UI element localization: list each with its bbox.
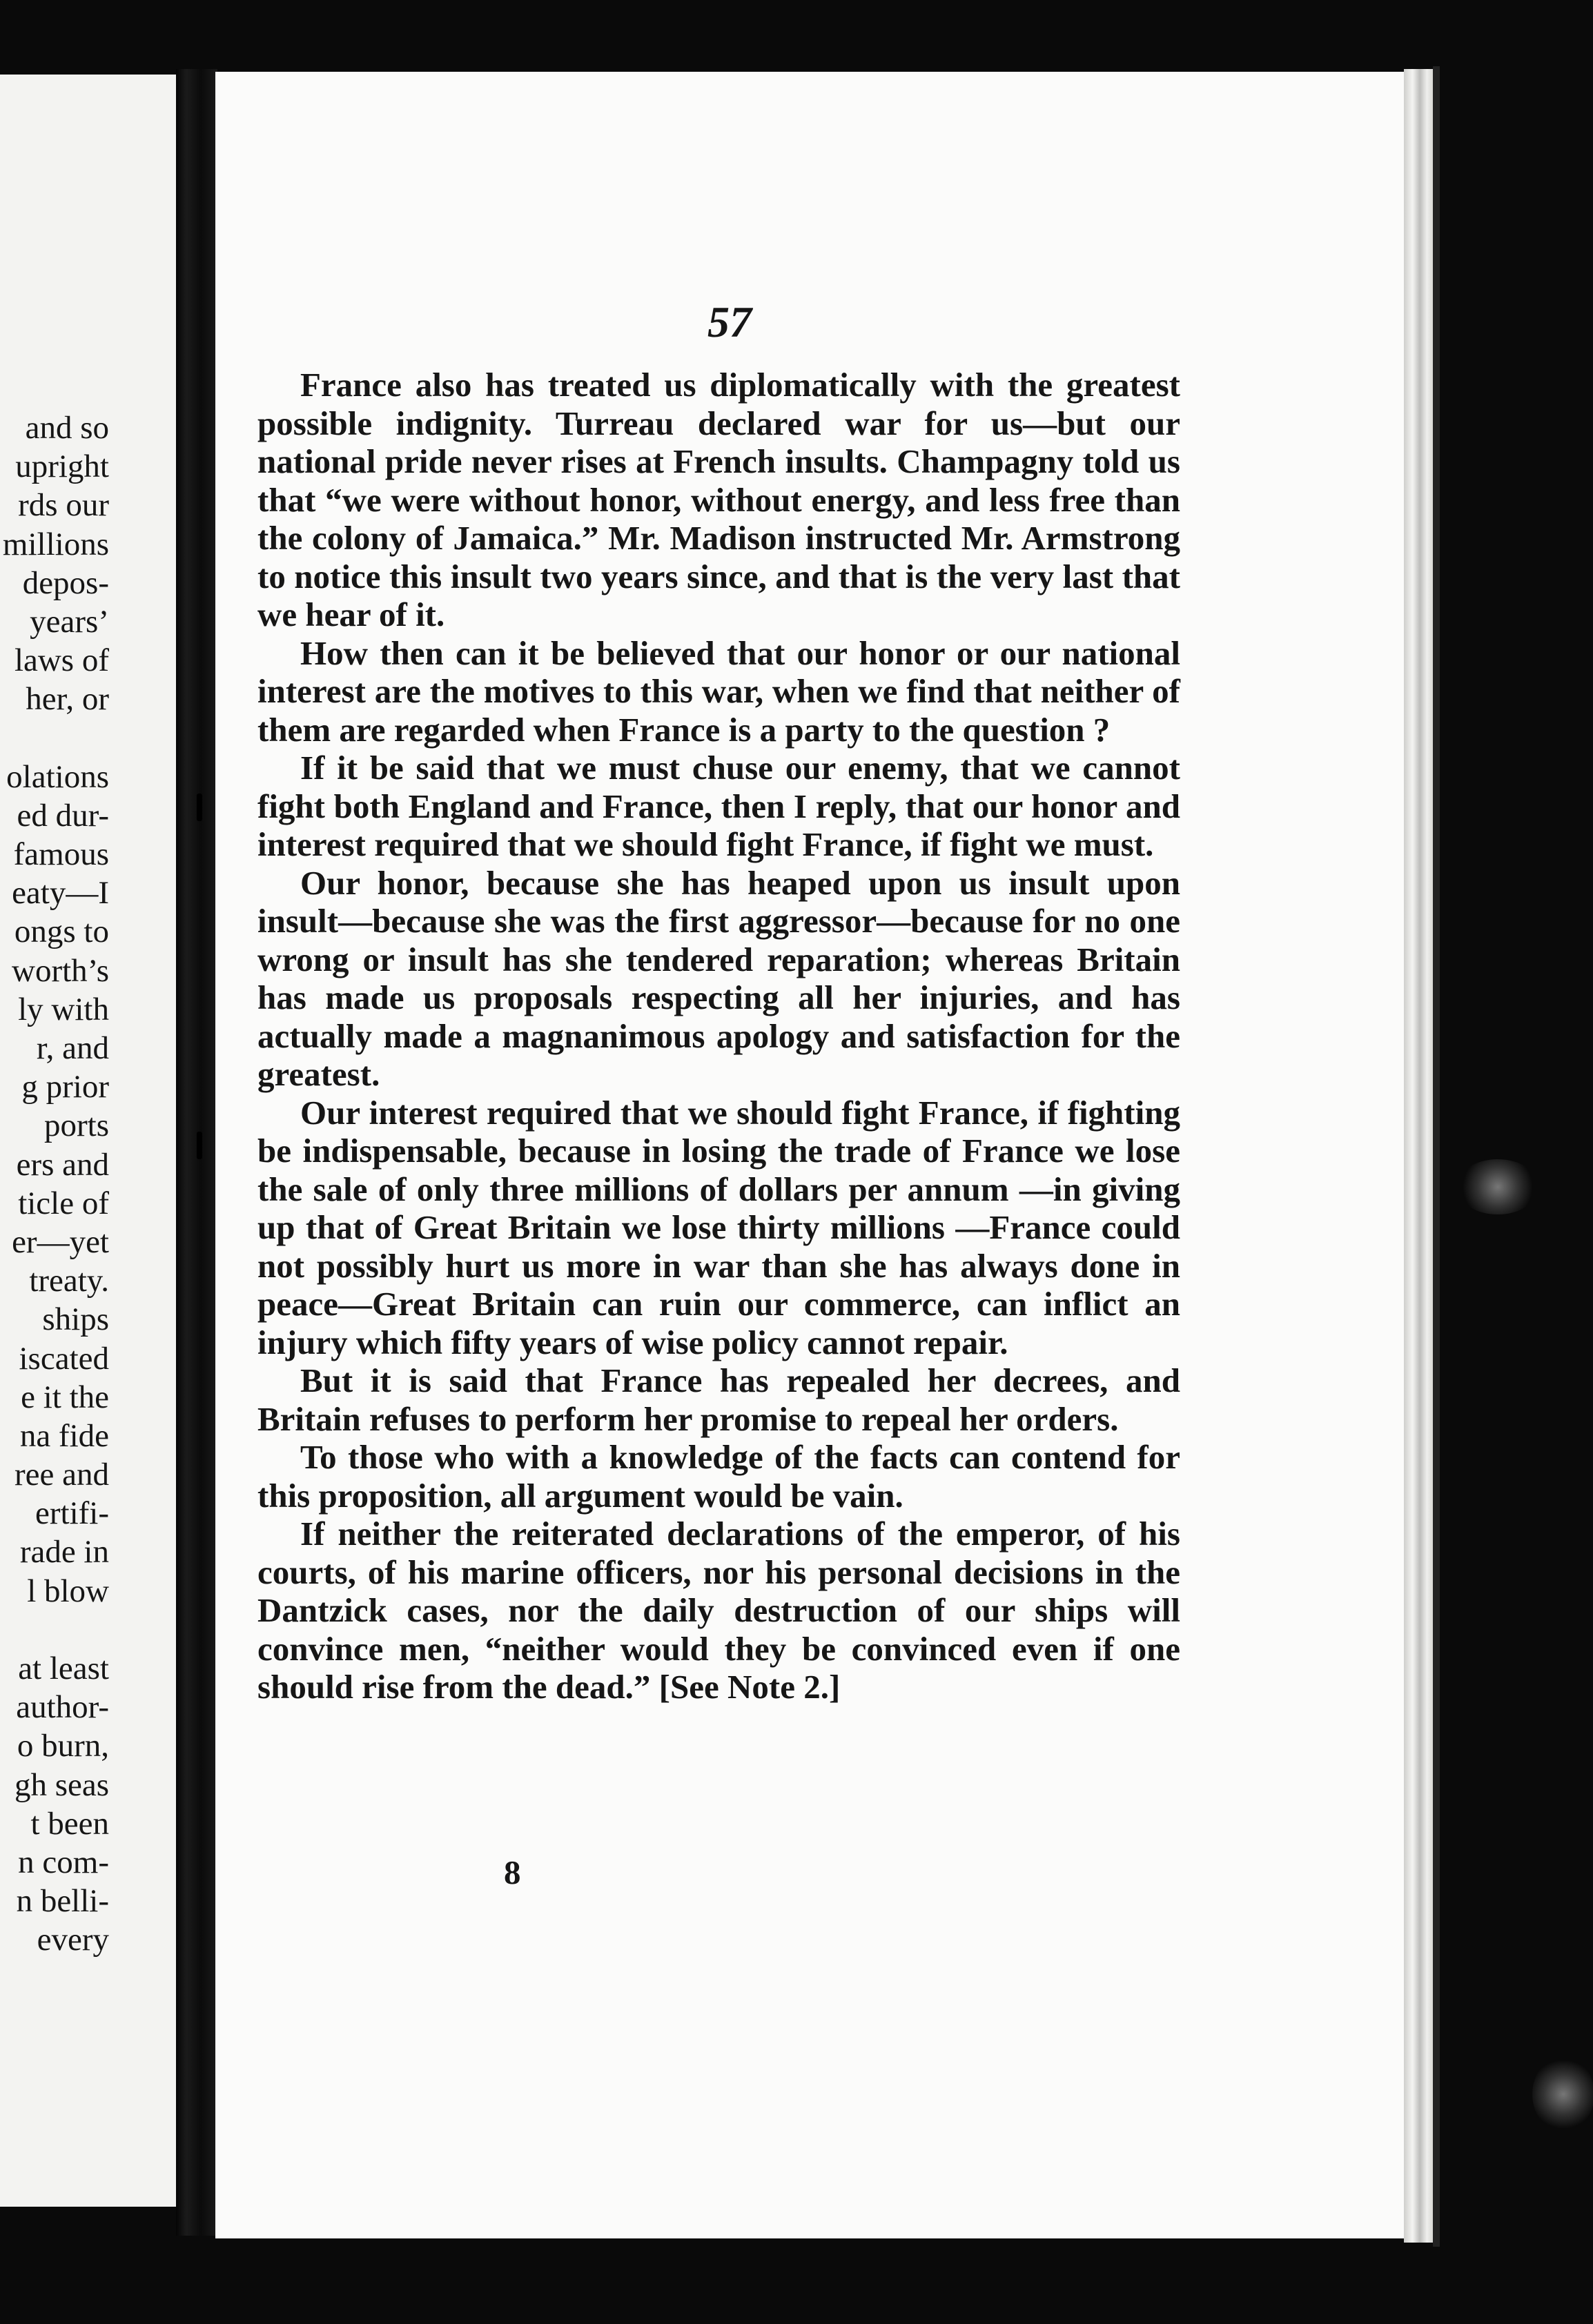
left-page-line: depos- (22, 564, 109, 601)
left-page-line: laws of (14, 642, 109, 679)
left-page-line: ongs to (14, 914, 109, 950)
background-smudge (1532, 2056, 1593, 2132)
left-page-line: ly with (18, 991, 109, 1027)
paragraph: If neither the reiterated declarations of the emperor, of his courts, of his marine officers, nor his personal decisions in the Dantzick cases, nor the daily destruction of our ships will convince men, “neither would they be convinced even if one should rise from the dead.” [See Note 2.] (257, 1515, 1180, 1706)
left-page-line: upright (15, 449, 109, 485)
left-page-line: gh seas (14, 1766, 109, 1803)
page-number: 57 (707, 297, 752, 346)
left-page-line: millions (2, 526, 109, 562)
left-page-line: famous (13, 836, 109, 873)
left-page-line (3, 719, 109, 758)
left-page-line (3, 1611, 109, 1649)
left-page-line: ed dur- (17, 797, 109, 834)
left-page-line: n belli- (16, 1883, 109, 1920)
left-page-line: g prior (21, 1069, 109, 1105)
left-page-line: ree and (14, 1457, 109, 1493)
paragraph: To those who with a knowledge of the facts can contend for this proposition, all argument would be vain. (257, 1438, 1180, 1515)
left-page-line: worth’s (12, 952, 109, 989)
left-page-line: ships (42, 1301, 109, 1338)
left-page-line: na fide (19, 1417, 109, 1454)
left-page-line: eaty—I (12, 875, 109, 912)
left-page-line: author- (16, 1689, 109, 1726)
paragraph: How then can it be believed that our honor or our national interest are the motives to this war, when we find that neither of them are regarded when France is a party to the question ? (257, 633, 1180, 749)
left-page-line: ticle of (18, 1185, 109, 1221)
left-page-line: rds our (18, 487, 109, 524)
paragraph: Our honor, because she has heaped upon us insult upon insult—because she was the first aggressor—because for no one wrong or insult has she tendered reparation; whereas Britain has made us proposals respecting all her injuries, and has actually made a magnanimous apology and satisfaction for the greatest. (257, 863, 1180, 1093)
left-page-line: t been (30, 1805, 109, 1842)
paragraph: But it is said that France has repealed her decrees, and Britain refuses to perform her promise to repeal her orders. (257, 1361, 1180, 1438)
left-page-line: olations (6, 758, 109, 795)
background-smudge (1456, 1159, 1539, 1214)
left-page-line: n com- (18, 1844, 109, 1880)
left-page-text (3, 408, 109, 1960)
left-page-line: iscated (19, 1340, 109, 1377)
left-page-line: o burn, (17, 1728, 109, 1764)
paragraph: Our interest required that we should fight France, if fighting be indispensable, because in losing the trade of France we lose the sale of only three millions of dollars per annum —in giving up that of Great Britain we lose thirty millions —France could not possibly hurt us more in war than she has always done in peace—Great Britain can ruin our commerce, can inflict an injury which fifty years of wise policy cannot repair. (257, 1093, 1180, 1361)
signature-mark: 8 (504, 1853, 521, 1891)
left-page-line: at least (18, 1651, 109, 1686)
left-page-line: ers and (16, 1146, 109, 1183)
paragraph: France also has treated us diplomatically with the greatest possible indignity. Turreau declared war for us—but our national pride never rises at French insults. Champagny told us that “we were without honor, without energy, and less free than the colony of Jamaica.” Mr. Madison instructed Mr. Armstrong to notice this insult two years since, and that is the very last that we hear of it. (257, 366, 1180, 633)
binding-thread (197, 794, 202, 821)
paragraph: If it be said that we must chuse our enemy, that we cannot fight both England and France, then I reply, that our honor and interest required that we should fight France, if fight we must. (257, 749, 1180, 863)
left-page-line: e it the (21, 1379, 109, 1415)
left-page-line: and so (25, 410, 109, 446)
left-page-line: her, or (26, 681, 109, 718)
left-page-line: r, and (36, 1030, 109, 1066)
left-page-line: every (37, 1922, 109, 1958)
left-page-line: ports (44, 1107, 109, 1144)
body-text (257, 366, 1180, 1706)
left-page-fragment (0, 75, 178, 2207)
left-page-line: ertifi- (35, 1495, 109, 1532)
binding-thread (197, 1132, 202, 1159)
left-page-line: treaty. (29, 1263, 109, 1299)
page-edge (1404, 69, 1433, 2243)
left-page-line: rade in (19, 1534, 109, 1570)
left-page-line: er—yet (12, 1223, 109, 1260)
left-page-line: years’ (30, 603, 109, 640)
left-page-line: l blow (27, 1573, 109, 1609)
page-edge-shadow (1433, 66, 1440, 2247)
